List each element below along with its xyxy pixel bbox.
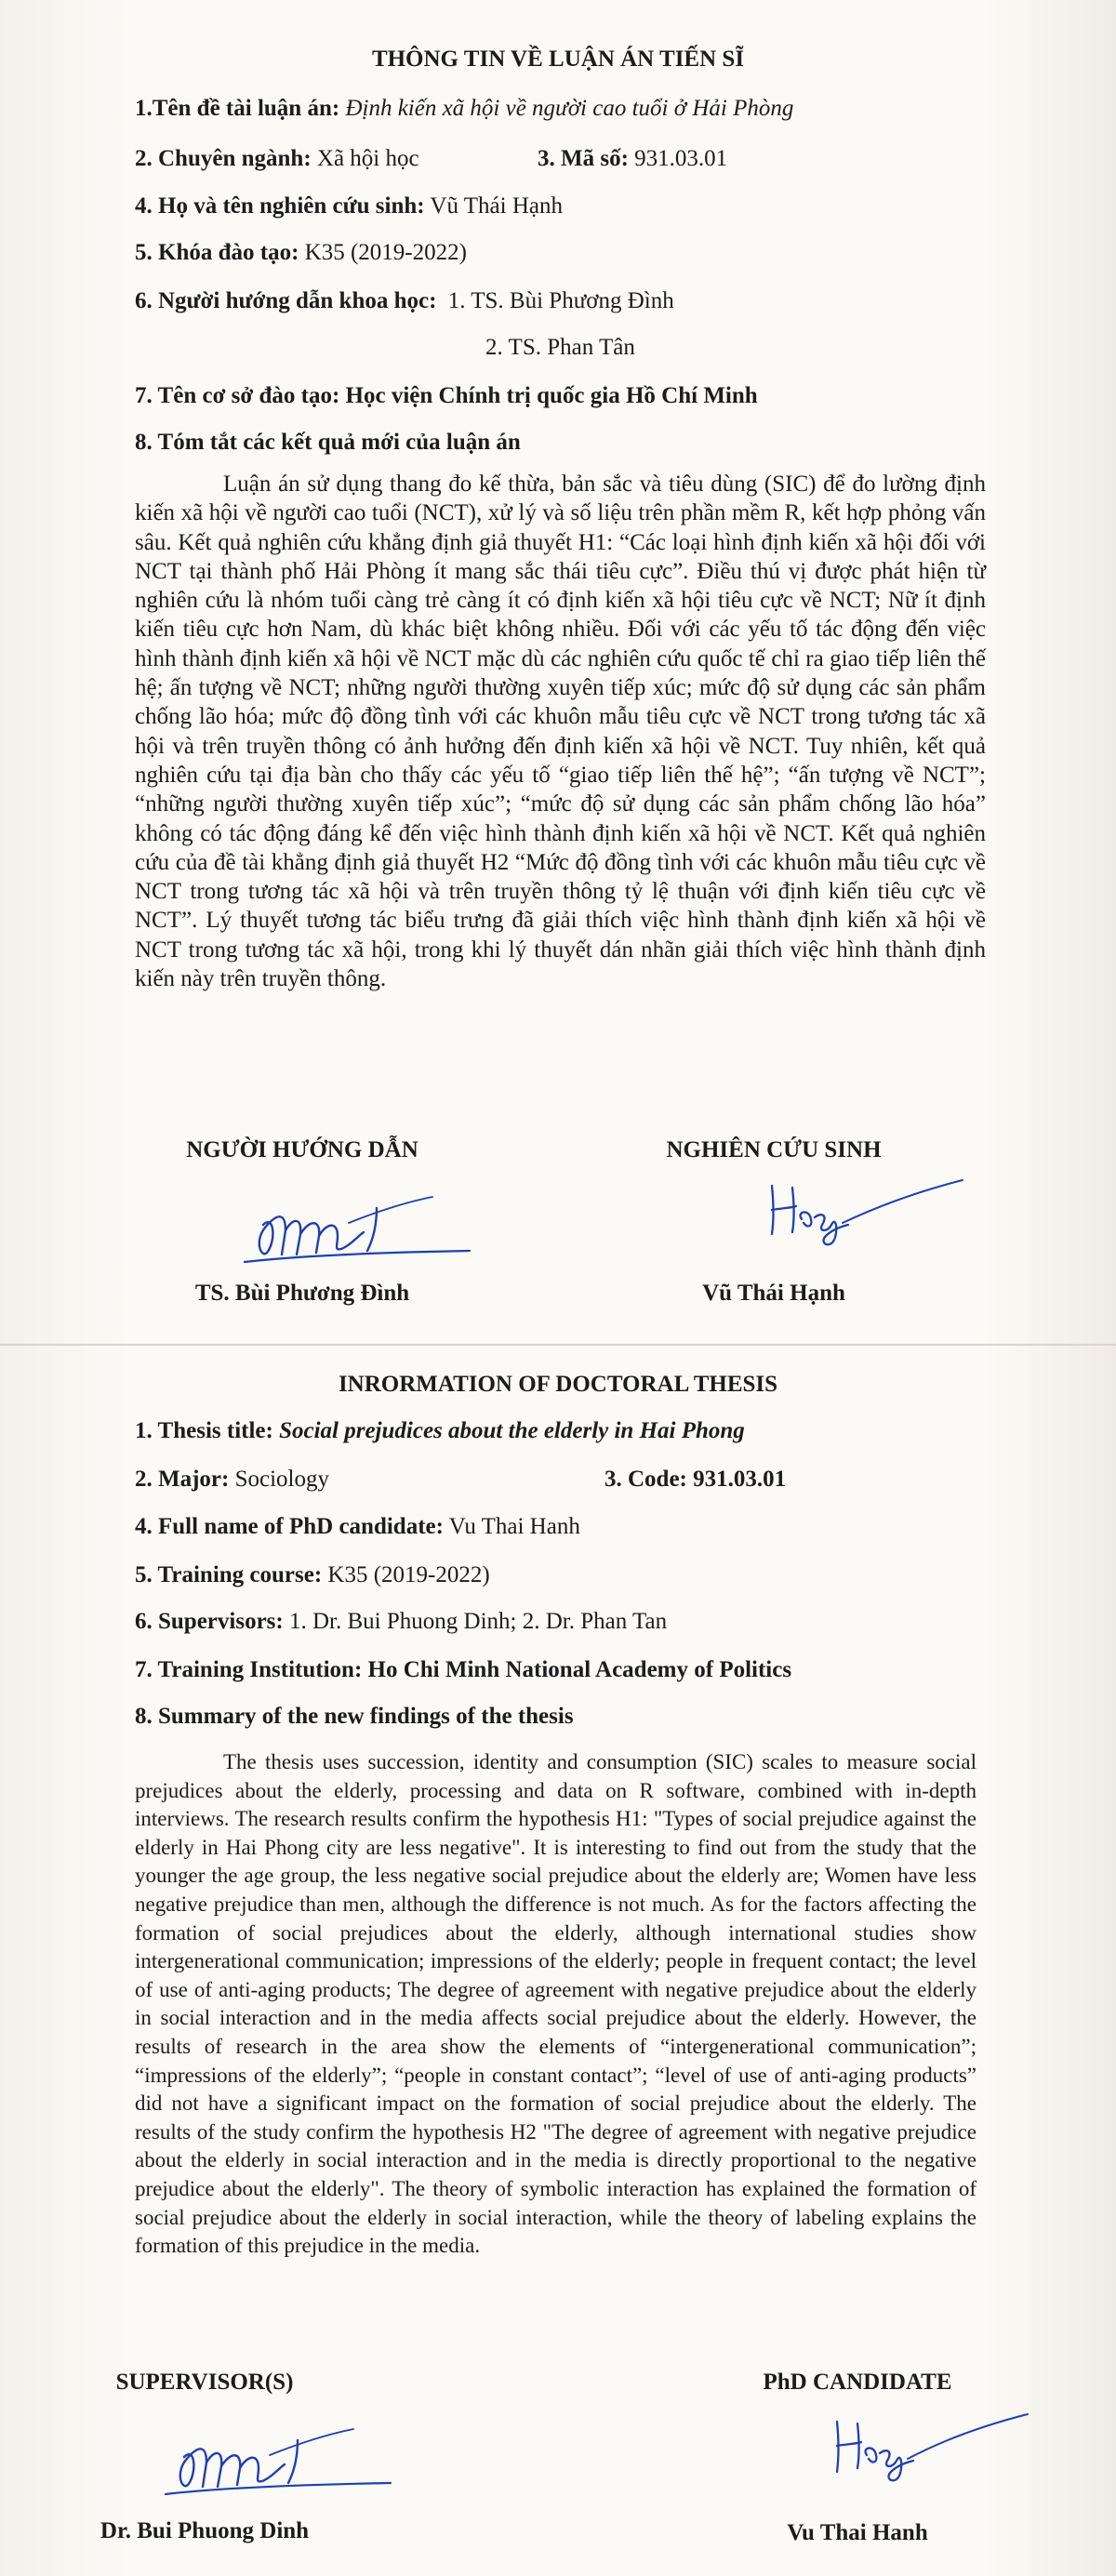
en-left-signature-label: SUPERVISOR(S) [115, 2370, 294, 2395]
vi-major: Xã hội học [316, 146, 419, 171]
vi-major-label: 2. Chuyên ngành: [135, 146, 312, 171]
en-candidate: Vu Thai Hanh [448, 1514, 580, 1539]
en-course-row [135, 1562, 490, 1588]
en-candidate-label: 4. Full name of PhD candidate: [135, 1514, 444, 1539]
vi-supervisor-label: 6. Người hướng dẫn khoa học: [135, 288, 437, 313]
vi-candidate-signature [753, 1167, 976, 1246]
en-supervisor-label: 6. Supervisors: [135, 1609, 284, 1634]
en-code: 3. Code: 931.03.01 [604, 1467, 787, 1492]
en-institution-row [135, 1657, 791, 1683]
vi-supervisor-signature [237, 1176, 488, 1274]
vi-institution-label: 7. Tên cơ sở đào tạo: [135, 383, 340, 408]
vi-summary-label-text: 8. Tóm tắt các kết quả mới của luận án [135, 430, 521, 455]
vi-right-signature-label: NGHIÊN CỨU SINH [666, 1137, 882, 1162]
vi-candidate-label: 4. Họ và tên nghiên cứu sinh: [135, 193, 425, 219]
vi-thesis-title-label: 1.Tên đề tài luận án: [135, 96, 340, 121]
vi-major-row [135, 146, 419, 172]
en-institution: 7. Training Institution: Ho Chi Minh National Academy of Politics [135, 1657, 792, 1682]
vi-supervisor-1: 1. TS. Bùi Phương Đình [447, 288, 674, 313]
en-supervisor-row [135, 1609, 667, 1635]
vi-candidate-row [135, 193, 563, 219]
en-code-row [604, 1467, 786, 1493]
vi-code: 931.03.01 [634, 146, 728, 171]
vi-course: K35 (2019-2022) [304, 240, 467, 265]
en-supervisors: 1. Dr. Bui Phuong Dinh; 2. Dr. Phan Tan [288, 1609, 668, 1634]
vi-left-signature-name: TS. Bùi Phương Đình [194, 1281, 410, 1306]
vi-course-row [135, 240, 467, 266]
vi-left-signature-label: NGƯỜI HƯỚNG DẪN [186, 1137, 418, 1162]
en-right-signature-label: PhD CANDIDATE [763, 2370, 952, 2395]
vi-summary-label [135, 430, 521, 456]
vi-summary-paragraph [135, 470, 986, 993]
en-course: K35 (2019-2022) [327, 1562, 490, 1587]
vi-supervisor-2: 2. TS. Phan Tân [485, 335, 635, 360]
en-major: Sociology [234, 1467, 329, 1492]
en-thesis-title: Social prejudices about the elderly in Hai Phong [279, 1418, 745, 1443]
vi-institution-row [135, 383, 758, 409]
vi-right-signature-name: Vũ Thái Hạnh [702, 1281, 845, 1306]
vi-thesis-title: Định kiến xã hội về người cao tuổi ở Hải Phòng [345, 96, 794, 121]
en-summary-label-text: 8. Summary of the new findings of the thesis [135, 1704, 574, 1729]
en-candidate-row [135, 1514, 580, 1540]
en-summary-text: The thesis uses succession, identity and consumption (SIC) scales to measure social prejudices about the elderly, processing and data on R software, combined with in-depth interviews. The research results confirm the hypothesis H1: "Types of social prejudice against the elderly in Hai Phong city are less negative". It is interesting to find out from the study that the younger the age group, the less negative social prejudice about the elderly are; Women have less negative prejudice than men, although the difference is not much. As for the factors affecting the formation of social prejudices about the elderly, although international studies show intergenerational communication; impressions of the elderly; people in frequent contact; the level of use of anti-aging products; The degree of agreement with negative prejudice about the elderly in social interaction and in the media affects social prejudice about the elderly. However, the results of research in the area show the elements of “intergenerational communication”; “impressions of the elderly”; “people in constant contact”; “level of use of anti-aging products” did not have a significant impact on the formation of social prejudice about the elderly. The results of the study confirm the hypothesis H2 "The degree of agreement with negative prejudice about the elderly in social interaction and in the media is directly proportional to the negative prejudice about the elderly". The theory of symbolic interaction has explained the formation of social prejudice about the elderly in social interaction, while the theory of labeling explains the formation of this prejudice in the media. [135, 1750, 976, 2258]
vi-code-row [538, 146, 727, 172]
en-summary-label [135, 1704, 574, 1730]
vi-summary-text: Luận án sử dụng thang đo kế thừa, bản sắc và tiêu dùng (SIC) để đo lường định kiến xã hội về người cao tuổi (NCT), xử lý và số liệu trên phần mềm R, kết hợp phỏng vấn sâu. Kết quả nghiên cứu khẳng định giả thuyết H1: “Các loại hình định kiến xã hội đối với NCT tại thành phố Hải Phòng ít mang sắc thái tiêu cực”. Điều thú vị được phát hiện từ nghiên cứu là nhóm tuổi càng trẻ càng ít có định kiến xã hội tiêu cực về NCT; Nữ ít định kiến tiêu cực hơn Nam, dù khác biệt không nhiều. Đối với các yếu tố tác động đến việc hình thành định kiến xã hội về NCT mặc dù các nghiên cứu quốc tế chỉ ra giao tiếp liên thế hệ; ấn tượng về NCT; những người thường xuyên tiếp xúc; mức độ sử dụng các sản phẩm chống lão hóa; mức độ đồng tình với các khuôn mẫu tiêu cực về NCT trong tương tác xã hội và trên truyền thông có ảnh hưởng đến định kiến xã hội về NCT. Tuy nhiên, kết quả nghiên cứu tại địa bàn cho thấy các yếu tố “giao tiếp liên thế hệ”; “ấn tượng về NCT”; “những người thường xuyên tiếp xúc”; “mức độ sử dụng các sản phẩm chống lão hóa” không có tác động đáng kể đến việc hình thành định kiến xã hội về NCT. Kết quả nghiên cứu của đề tài khẳng định giả thuyết H2 “Mức độ đồng tình với các khuôn mẫu tiêu cực về NCT trong tương tác xã hội và trên truyền thông tỷ lệ thuận với định kiến tiêu cực về NCT”. Lý thuyết tương tác biểu trưng đã giải thích việc hình thành định kiến xã hội về NCT trong tương tác xã hội, trong khi lý thuyết dán nhãn giải thích việc hình thành định kiến này trên truyền thông. [135, 471, 986, 992]
vi-candidate: Vũ Thái Hạnh [430, 193, 563, 219]
en-summary-paragraph [135, 1748, 976, 2261]
vi-code-label: 3. Mã số: [538, 146, 629, 171]
en-heading: INRORMATION OF DOCTORAL THESIS [338, 1372, 778, 1397]
en-left-signature-name: Dr. Bui Phuong Dinh [100, 2518, 310, 2543]
vi-course-label: 5. Khóa đào tạo: [135, 240, 299, 265]
en-thesis-title-label: 1. Thesis title: [135, 1418, 273, 1443]
en-major-row [135, 1467, 329, 1493]
vi-heading: THÔNG TIN VỀ LUẬN ÁN TIẾN SĨ [371, 46, 745, 72]
en-supervisor-signature [158, 2409, 409, 2506]
en-major-label: 2. Major: [135, 1467, 230, 1492]
en-candidate-signature [818, 2399, 1042, 2488]
vi-supervisor-row [135, 288, 674, 314]
en-thesis-title-row [135, 1418, 745, 1444]
vi-institution: Học viện Chính trị quốc gia Hồ Chí Minh [345, 383, 758, 408]
en-right-signature-name: Vu Thai Hanh [787, 2520, 928, 2545]
en-course-label: 5. Training course: [135, 1562, 323, 1587]
vi-thesis-title-row [135, 96, 793, 122]
section-divider [0, 1344, 1116, 1346]
